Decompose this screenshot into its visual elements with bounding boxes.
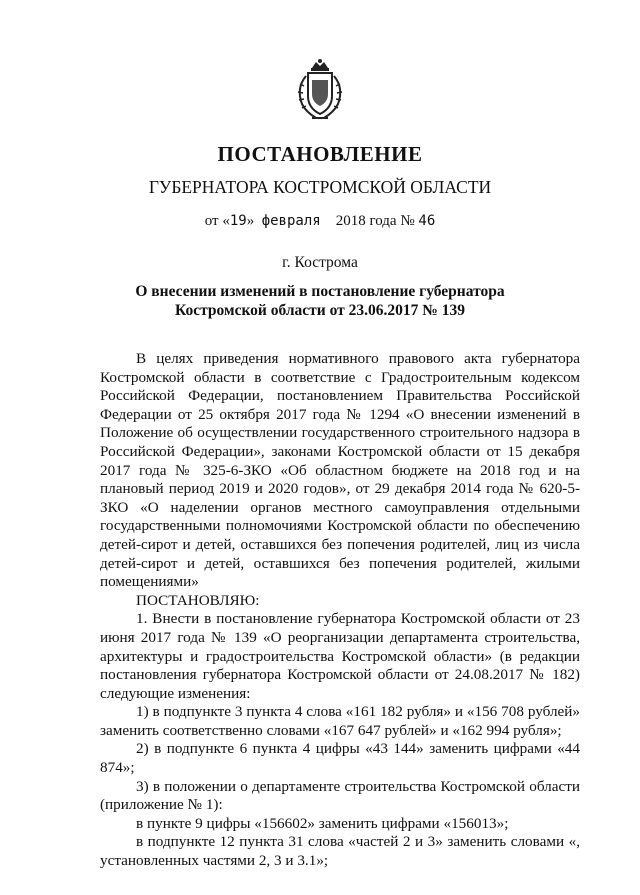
date-day: 19 bbox=[229, 213, 247, 229]
decree-keyword: ПОСТАНОВЛЯЮ: bbox=[136, 591, 260, 609]
subclause-3-paragraph: 3) в положении о департаменте строительства Костромской области (приложение № 1): bbox=[100, 777, 580, 814]
clause-1-paragraph: 1. Внести в постановление губернатора Костромской области от 23 июня 2017 года № 139 «О реорганизации департамента строительства, архитектуры и градостроительства Костромской области» (в редакции постановления губернатора Костромской области от 24.08.2017 № 182) следующие изменения: bbox=[100, 610, 580, 702]
amendment-point-31: в подпункте 12 пункта 31 слова «частей 2 и 3» заменить словами «, установленных частями 2, 3 и 3.1»; bbox=[100, 833, 580, 870]
subject-line-2: Костромской области от 23.06.2017 № 139 bbox=[175, 302, 465, 319]
document-body bbox=[100, 350, 580, 871]
document-type-title: ПОСТАНОВЛЕНИЕ bbox=[217, 142, 423, 166]
subclause-2-paragraph: 2) в подпункте 6 пункта 4 цифры «43 144» заменить цифрами «44 874»; bbox=[100, 740, 580, 777]
subject-line-1: О внесении изменений в постановление губернатора bbox=[135, 283, 505, 300]
date-year: 2018 года № bbox=[335, 213, 415, 229]
date-month: февраля bbox=[261, 213, 321, 229]
document-subject bbox=[0, 282, 640, 320]
subclause-1-paragraph: 1) в подпункте 3 пункта 4 слова «161 182 рубля» и «156 708 рублей» заменить соответственно словами «167 647 рублей» и «162 994 рубля»; bbox=[100, 703, 580, 739]
date-mid: » bbox=[246, 213, 255, 229]
amendment-point-9: в пункте 9 цифры «156602» заменить цифрами «156013»; bbox=[136, 814, 509, 832]
date-prefix: от « bbox=[204, 213, 230, 229]
document-number: 46 bbox=[418, 213, 436, 229]
city-line: г. Кострома bbox=[282, 254, 358, 271]
preamble-paragraph: В целях приведения нормативного правового акта губернатора Костромской области в соответствие с Градостроительным кодексом Российской Федерации, постановлением Правительства Российской Федерации от 25 октября 2017 года № 1294 «О внесении изменений в Положение об осуществлении государственного строительного надзора в Российской Федерации», законами Костромской области от 15 декабря 2017 года № 325-6-ЗКО «Об областном бюджете на 2018 год и на плановый период 2019 и 2020 годов», от 29 декабря 2014 года № 620-5-ЗКО «О наделении органов местного самоуправления отдельными государственными полномочиями Костромской области по обеспечению детей-сирот и детей, оставшихся без попечения родителей, лиц из числа детей-сирот и детей, оставшихся без попечения родителей, жилыми помещениями» bbox=[100, 350, 580, 591]
issuer-title: ГУБЕРНАТОРА КОСТРОМСКОЙ ОБЛАСТИ bbox=[148, 177, 492, 197]
coat-of-arms-emblem bbox=[292, 58, 348, 122]
date-number-line bbox=[0, 213, 640, 230]
